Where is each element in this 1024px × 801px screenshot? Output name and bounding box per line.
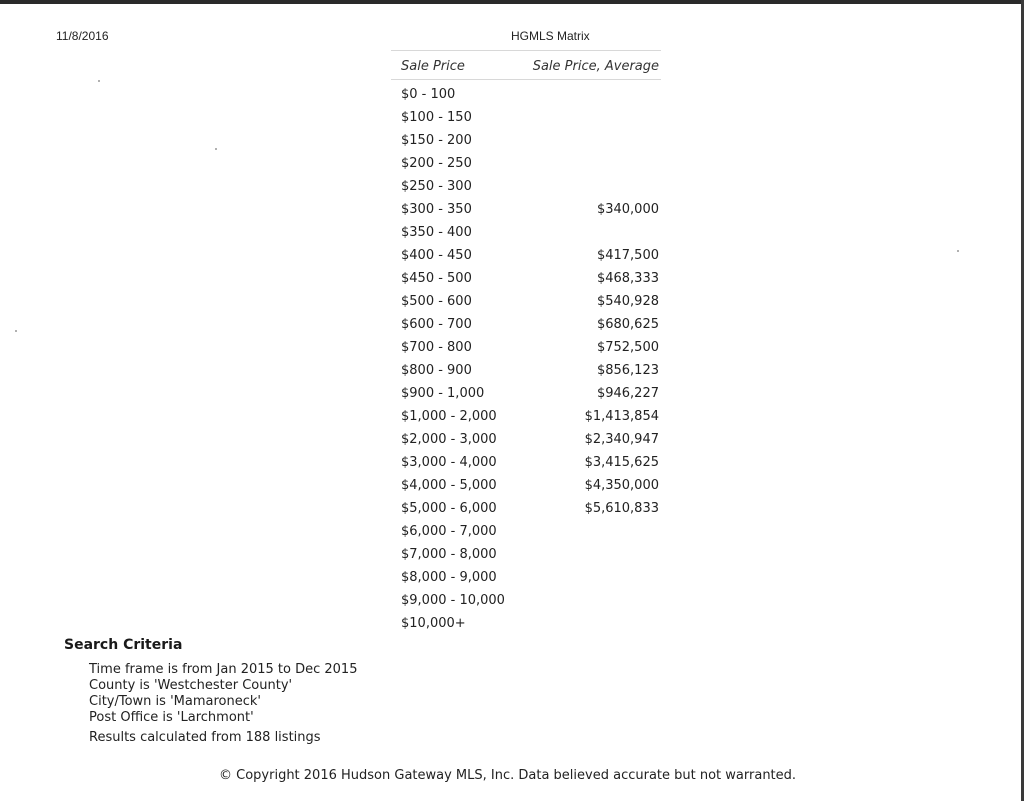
table-body bbox=[391, 80, 661, 635]
column-header-sale-price: Sale Price bbox=[401, 59, 465, 74]
table-row bbox=[391, 612, 661, 635]
average-price-cell: $1,413,854 bbox=[584, 409, 659, 424]
average-price-cell: $540,928 bbox=[596, 294, 659, 309]
average-price-cell: $946,227 bbox=[596, 386, 659, 401]
price-range-cell: $10,000+ bbox=[401, 616, 466, 631]
average-price-cell: $680,625 bbox=[596, 317, 659, 332]
table-row bbox=[391, 589, 661, 612]
price-range-cell: $7,000 - 8,000 bbox=[401, 547, 497, 562]
table-row bbox=[391, 244, 661, 267]
price-range-cell: $800 - 900 bbox=[401, 363, 472, 378]
table-row bbox=[391, 428, 661, 451]
criteria-city-town: City/Town is 'Mamaroneck' bbox=[89, 694, 261, 709]
print-date: 11/8/2016 bbox=[56, 29, 109, 43]
scan-speck bbox=[957, 250, 959, 252]
table-row bbox=[391, 198, 661, 221]
average-price-cell bbox=[659, 612, 661, 635]
table-row bbox=[391, 497, 661, 520]
scan-speck bbox=[98, 80, 100, 82]
price-range-cell: $700 - 800 bbox=[401, 340, 472, 355]
table-row bbox=[391, 405, 661, 428]
search-criteria-list bbox=[89, 662, 357, 746]
price-range-cell: $400 - 450 bbox=[401, 248, 472, 263]
price-range-cell: $5,000 - 6,000 bbox=[401, 501, 497, 516]
sale-price-table bbox=[391, 50, 661, 635]
table-row bbox=[391, 221, 661, 244]
table-row bbox=[391, 520, 661, 543]
average-price-cell: $417,500 bbox=[596, 248, 659, 263]
average-price-cell bbox=[659, 566, 661, 589]
search-criteria-title: Search Criteria bbox=[64, 637, 183, 653]
average-price-cell bbox=[659, 221, 661, 244]
scan-top-edge bbox=[0, 0, 1024, 4]
average-price-cell: $5,610,833 bbox=[584, 501, 659, 516]
table-row bbox=[391, 313, 661, 336]
price-range-cell: $8,000 - 9,000 bbox=[401, 570, 497, 585]
criteria-results-count: Results calculated from 188 listings bbox=[89, 730, 321, 745]
average-price-cell: $468,333 bbox=[596, 271, 659, 286]
price-range-cell: $600 - 700 bbox=[401, 317, 472, 332]
table-row bbox=[391, 129, 661, 152]
table-row bbox=[391, 359, 661, 382]
price-range-cell: $900 - 1,000 bbox=[401, 386, 485, 401]
criteria-timeframe: Time frame is from Jan 2015 to Dec 2015 bbox=[89, 662, 358, 677]
average-price-cell bbox=[659, 106, 661, 129]
price-range-cell: $300 - 350 bbox=[401, 202, 472, 217]
table-row bbox=[391, 451, 661, 474]
price-range-cell: $1,000 - 2,000 bbox=[401, 409, 497, 424]
price-range-cell: $4,000 - 5,000 bbox=[401, 478, 497, 493]
average-price-cell: $752,500 bbox=[596, 340, 659, 355]
price-range-cell: $200 - 250 bbox=[401, 156, 472, 171]
copyright-footer: © Copyright 2016 Hudson Gateway MLS, Inc. Data believed accurate but not warranted. bbox=[219, 768, 797, 783]
price-range-cell: $3,000 - 4,000 bbox=[401, 455, 497, 470]
table-row bbox=[391, 290, 661, 313]
column-header-sale-price-average: Sale Price, Average bbox=[532, 59, 659, 74]
table-row bbox=[391, 336, 661, 359]
criteria-county: County is 'Westchester County' bbox=[89, 678, 293, 693]
table-row bbox=[391, 474, 661, 497]
price-range-cell: $450 - 500 bbox=[401, 271, 472, 286]
average-price-cell: $2,340,947 bbox=[584, 432, 659, 447]
average-price-cell: $3,415,625 bbox=[584, 455, 659, 470]
print-title: HGMLS Matrix bbox=[511, 29, 590, 43]
table-row bbox=[391, 83, 661, 106]
average-price-cell bbox=[659, 129, 661, 152]
price-range-cell: $250 - 300 bbox=[401, 179, 472, 194]
average-price-cell: $4,350,000 bbox=[584, 478, 659, 493]
criteria-post-office: Post Office is 'Larchmont' bbox=[89, 710, 254, 725]
scan-speck bbox=[215, 148, 217, 150]
table-row bbox=[391, 267, 661, 290]
table-row bbox=[391, 175, 661, 198]
scan-speck bbox=[15, 330, 17, 332]
average-price-cell bbox=[659, 589, 661, 612]
price-range-cell: $350 - 400 bbox=[401, 225, 472, 240]
price-range-cell: $9,000 - 10,000 bbox=[401, 593, 505, 608]
price-range-cell: $6,000 - 7,000 bbox=[401, 524, 497, 539]
average-price-cell bbox=[659, 175, 661, 198]
price-range-cell: $100 - 150 bbox=[401, 110, 472, 125]
table-row bbox=[391, 566, 661, 589]
table-row bbox=[391, 543, 661, 566]
price-range-cell: $0 - 100 bbox=[401, 87, 456, 102]
average-price-cell: $340,000 bbox=[596, 202, 659, 217]
average-price-cell bbox=[659, 520, 661, 543]
price-range-cell: $2,000 - 3,000 bbox=[401, 432, 497, 447]
average-price-cell: $856,123 bbox=[596, 363, 659, 378]
table-row bbox=[391, 382, 661, 405]
average-price-cell bbox=[659, 83, 661, 106]
price-range-cell: $150 - 200 bbox=[401, 133, 472, 148]
table-row bbox=[391, 106, 661, 129]
average-price-cell bbox=[659, 543, 661, 566]
table-header bbox=[391, 51, 661, 80]
price-range-cell: $500 - 600 bbox=[401, 294, 472, 309]
table-row bbox=[391, 152, 661, 175]
average-price-cell bbox=[659, 152, 661, 175]
